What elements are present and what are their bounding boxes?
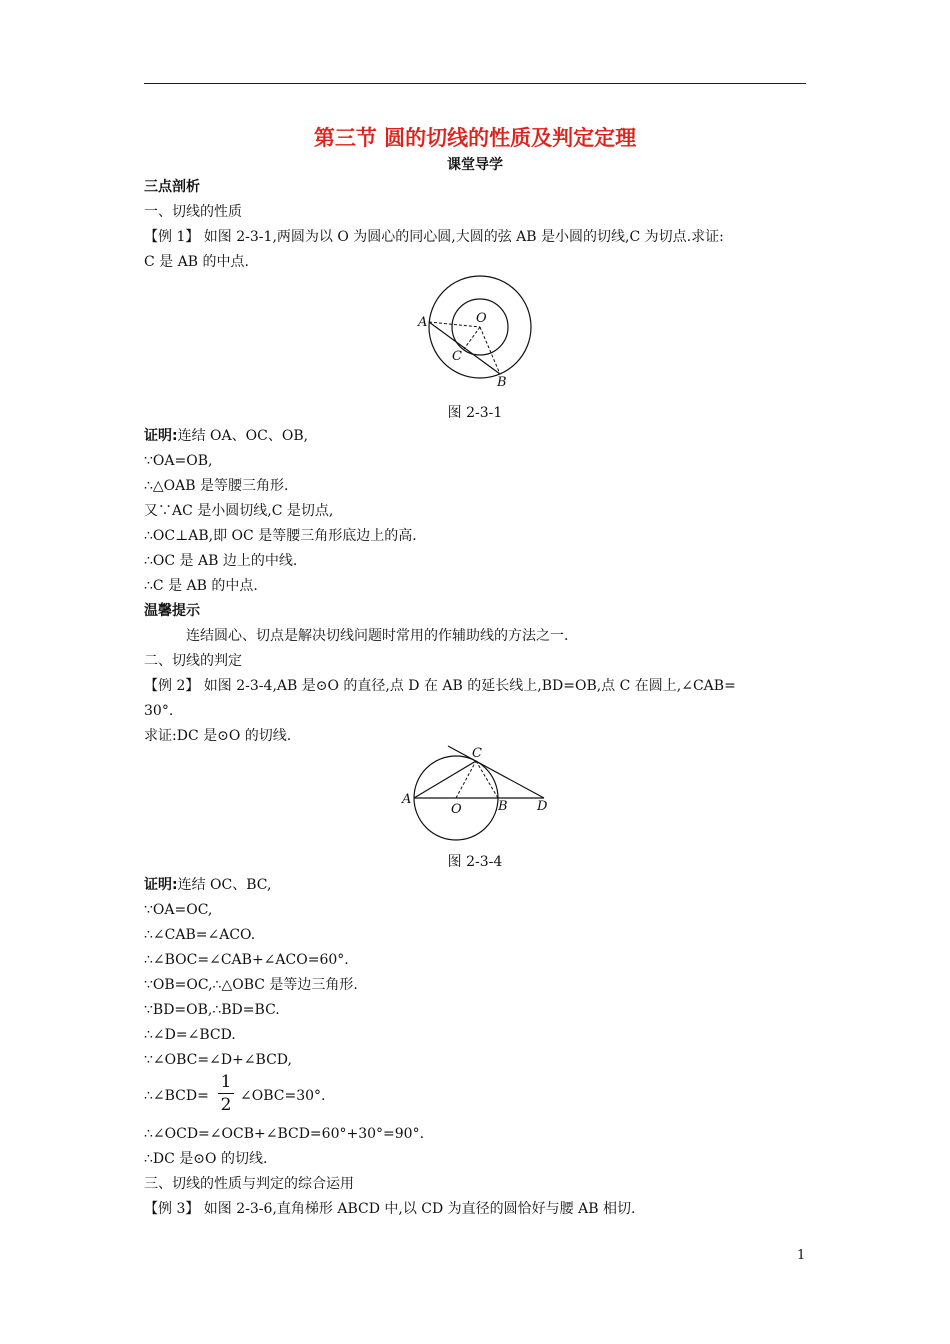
fraction-numerator: 1 bbox=[220, 1072, 232, 1092]
proof2-line: ∴∠BOC=∠CAB+∠ACO=60°. bbox=[144, 952, 349, 968]
label-c: C bbox=[452, 349, 462, 364]
section-heading: 三点剖析 bbox=[144, 179, 200, 195]
tangent-dc bbox=[448, 746, 544, 798]
label-b: B bbox=[497, 375, 507, 390]
tip-text: 连结圆心、切点是解决切线问题时常用的作辅助线的方法之一. bbox=[186, 628, 569, 644]
example2-line1: 【例 2】 如图 2-3-4,AB 是⊙O 的直径,点 D 在 AB 的延长线上,BD=OB,点 C 在圆上,∠CAB= bbox=[144, 678, 736, 694]
label-o: O bbox=[451, 802, 462, 817]
proof2-line: ∵OA=OC, bbox=[144, 902, 213, 918]
proof2-line: ∴DC 是⊙O 的切线. bbox=[144, 1151, 268, 1167]
figure-2-3-1-caption: 图 2-3-1 bbox=[447, 405, 503, 421]
proof1-first-line bbox=[144, 427, 308, 445]
proof1-first: 连结 OA、OC、OB, bbox=[177, 428, 309, 444]
page-number: 1 bbox=[797, 1248, 806, 1263]
proof2-line: ∴∠CAB=∠ACO. bbox=[144, 927, 256, 943]
label-c: C bbox=[472, 746, 482, 761]
label-b: B bbox=[498, 799, 508, 814]
page-title: 第三节 圆的切线的性质及判定定理 bbox=[313, 126, 637, 150]
part3-heading: 三、切线的性质与判定的综合运用 bbox=[144, 1176, 354, 1192]
proof1-line: ∴△OAB 是等腰三角形. bbox=[144, 478, 289, 494]
fraction-suffix: ∠OBC=30°. bbox=[240, 1088, 326, 1104]
proof1-line: ∵OA=OB, bbox=[144, 453, 213, 469]
proof1-line: ∴OC⊥AB,即 OC 是等腰三角形底边上的高. bbox=[144, 528, 417, 544]
fraction-bar bbox=[218, 1093, 234, 1094]
label-a: A bbox=[402, 792, 412, 807]
segment-ac bbox=[414, 761, 476, 798]
proof1-line: ∴OC 是 AB 边上的中线. bbox=[144, 553, 298, 569]
proof2-first-line bbox=[144, 876, 271, 894]
example2-line2: 30°. bbox=[144, 703, 174, 719]
example2-line3: 求证:DC 是⊙O 的切线. bbox=[144, 728, 292, 744]
part1-heading: 一、切线的性质 bbox=[144, 204, 242, 220]
example1-line1: 【例 1】 如图 2-3-1,两圆为以 O 为圆心的同心圆,大圆的弦 AB 是小圆的切线,C 为切点.求证: bbox=[144, 229, 724, 245]
fraction-one-half bbox=[218, 1072, 234, 1115]
proof2-line: ∴∠D=∠BCD. bbox=[144, 1027, 236, 1043]
proof2-line: ∵∠OBC=∠D+∠BCD, bbox=[144, 1052, 292, 1068]
figure-2-3-4 bbox=[398, 742, 558, 844]
proof2-label: 证明: bbox=[144, 877, 178, 893]
proof1-line: 又∵AC 是小圆切线,C 是切点, bbox=[144, 503, 334, 519]
label-o: O bbox=[476, 311, 487, 326]
tip-heading: 温馨提示 bbox=[144, 603, 200, 619]
figure-2-3-4-caption: 图 2-3-4 bbox=[447, 854, 503, 870]
proof2-line: ∴∠OCD=∠OCB+∠BCD=60°+30°=90°. bbox=[144, 1126, 425, 1142]
proof2-line: ∵OB=OC,∴△OBC 是等边三角形. bbox=[144, 977, 358, 993]
proof1-label: 证明: bbox=[144, 428, 178, 444]
proof2-first: 连结 OC、BC, bbox=[177, 877, 272, 893]
proof1-line: ∴C 是 AB 的中点. bbox=[144, 578, 258, 594]
segment-oc bbox=[464, 327, 480, 349]
fraction-prefix: ∴∠BCD= bbox=[144, 1088, 209, 1104]
proof2-line: ∵BD=OB,∴BD=BC. bbox=[144, 1002, 280, 1018]
label-d: D bbox=[537, 799, 548, 814]
part2-heading: 二、切线的判定 bbox=[144, 653, 242, 669]
header-rule bbox=[144, 83, 806, 84]
label-a: A bbox=[418, 315, 428, 330]
segment-oa bbox=[429, 322, 480, 327]
fraction-denominator: 2 bbox=[220, 1095, 232, 1115]
figure-2-3-1 bbox=[410, 270, 540, 390]
page-subtitle: 课堂导学 bbox=[447, 157, 503, 173]
example3-line1: 【例 3】 如图 2-3-6,直角梯形 ABCD 中,以 CD 为直径的圆恰好与腰 AB 相切. bbox=[144, 1201, 636, 1217]
example1-line2: C 是 AB 的中点. bbox=[144, 254, 249, 270]
